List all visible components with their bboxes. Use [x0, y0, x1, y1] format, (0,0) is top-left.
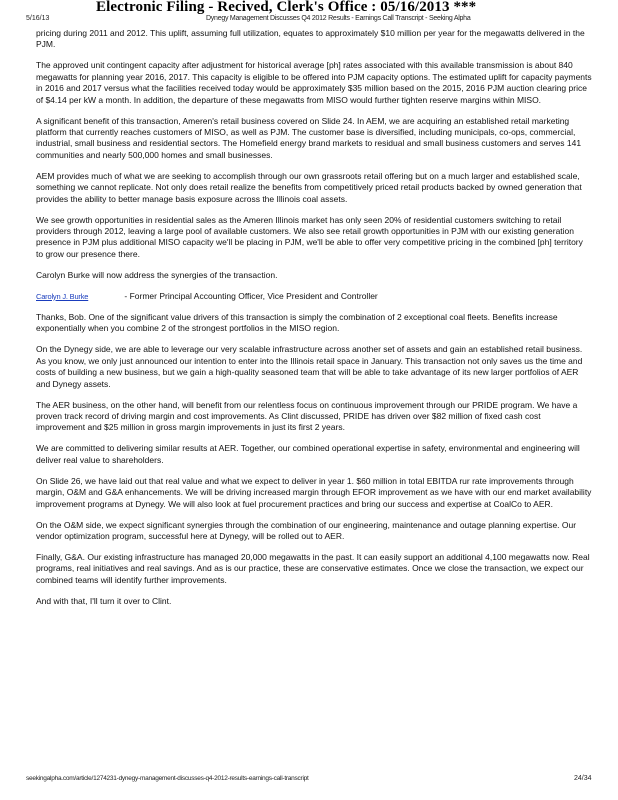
paragraph: pricing during 2011 and 2012. This uplift, assuming full utilization, equates to approximately $10 million per year for the megawatts delivered in the PJM. [36, 28, 585, 50]
paragraph: AEM provides much of what we are seeking to accomplish through our own grassroots retail offering but on a much larger and established scale, something we cannot replicate. Not only does retail realize the benefits from competitively priced retail products backed by owned generation that provides the ability to better manage basis exposure across the Illinois coal assets. [36, 170, 582, 204]
page-number: 24/34 [574, 775, 592, 782]
footer-url: seekingalpha.com/article/1274231-dynegy-management-discusses-q4-2012-results-earnings-call-transcript [26, 775, 309, 782]
paragraph: On the Dynegy side, we are able to leverage our very scalable infrastructure across another set of assets and gain an established retail business. As you know, we only just announced our intention to enter into the Illinois retail space in January. This transaction not only saves us the time and costs of building a new business, but we gain a high-quality seasoned team that will be able to take advantage of its new larger portfolios of AER and Dynegy assets. [36, 344, 583, 389]
paragraph: Carolyn Burke will now address the synergies of the transaction. [36, 269, 278, 280]
speaker-title: - Former Principal Accounting Officer, Vice President and Controller [124, 290, 378, 301]
filing-stamp: Electronic Filing - Recived, Clerk's Office : 05/16/2013 *** [96, 0, 477, 15]
paragraph: We are committed to delivering similar results at AER. Together, our combined operational expertise in safety, environmental and engineering will deliver real value to shareholders. [36, 443, 580, 465]
speaker-line [36, 291, 592, 302]
page-header-title: Dynegy Management Discusses Q4 2012 Results - Earnings Call Transcript - Seeking Alpha [206, 15, 471, 22]
speaker-name-link[interactable]: Carolyn J. Burke [36, 291, 89, 301]
paragraph: Thanks, Bob. One of the significant value drivers of this transaction is simply the combination of 2 exceptional coal fleets. Benefits increase exponentially when you combine 2 of the strongest portfolios in the MISO region. [36, 311, 558, 334]
print-date: 5/16/13 [26, 15, 50, 22]
paragraph: On the O&M side, we expect significant synergies through the combination of our engineering, maintenance and outage planning expertise. Our vendor optimization program, successful here at Dynegy, will be rolled out to AER. [36, 519, 577, 541]
paragraph: A significant benefit of this transaction, Ameren's retail business covered on Slide 24. In AEM, we are acquiring an established retail marketing platform that currently reaches customers of MISO, as well as PJM. The customer base is diversified, including municipals, co-ops, commercial, industrial, small business and residential sectors. The Homefield energy brand markets to residual and small business customers and serves 141 communities and nearly 500,000 homes and small businesses. [36, 115, 582, 160]
paragraph: Finally, G&A. Our existing infrastructure has managed 20,000 megawatts in the past. It can easily support an additional 4,100 megawatts now. Real programs, real initiatives and real savings. And as is our practice, these are conservative estimates. Once we close the transaction, we expect our combined teams will identify further improvements. [36, 551, 590, 585]
paragraph: The AER business, on the other hand, will benefit from our relentless focus on continuous improvement through our PRIDE program. We have a proven track record of driving margin and cost improvements. As Clint discussed, PRIDE has driven over $82 million of fixed cash cost improvement and $25 million in gross margin improvements in just its first 2 years. [36, 399, 578, 433]
transcript-body [36, 28, 592, 617]
paragraph: And with that, I'll turn it over to Clint. [36, 595, 172, 606]
paragraph: On Slide 26, we have laid out that real value and what we expect to deliver in year 1. $60 million in total EBITDA rur rate improvements through margin, O&M and G&A enhancements. We will be driving increased margin through EFOR improvement as we have with our end market availability improvement programs at Dynegy. We will also look at fuel procurement practices and bring our success and expertise at CoalCo to AER. [36, 475, 592, 509]
paragraph: The approved unit contingent capacity after adjustment for historical average [ph] rates associated with this available transmission is about 840 megawatts for planning year 2016, 2017. This capacity is eligible to be offered into PJM capacity options. The estimated uplift for capacity payments in 2016 and 2017 versus what the facilities received today would be approximately $35 million based on the 2015, 2016 PJM auction clearing price of $4.14 per kW a month. In addition, the departure of these megawatts from MISO would further tighten reserve margins within MISO. [36, 60, 592, 105]
paragraph: We see growth opportunities in residential sales as the Ameren Illinois market has only seen 20% of residential customers switching to retail providers through 2012, leaving a large pool of available customers. We also see retail growth opportunities in PJM with our existing generation presence in PJM plus additional MISO capacity we'll be placing in PJM, we'll be able to offer very competitive pricing in the combined [ph] territory to grow our presence there. [36, 214, 583, 259]
